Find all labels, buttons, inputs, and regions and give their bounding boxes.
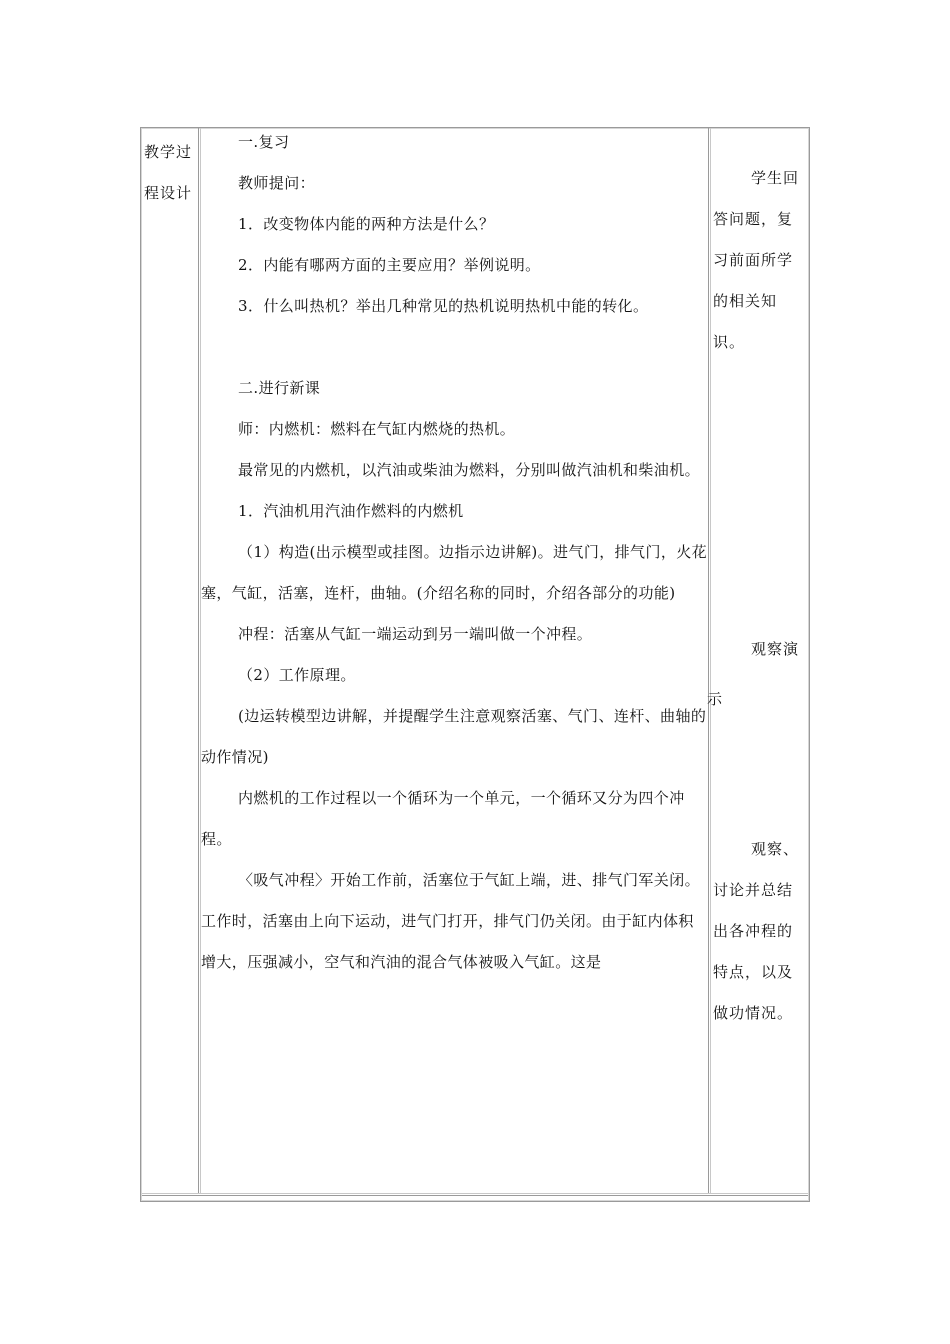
- subheading-working-principle: （2）工作原理。: [238, 666, 356, 684]
- student-note-review: 学生回答问题，复习前面所学的相关知识。: [713, 169, 800, 351]
- teacher-question-intro: 教师提问：: [238, 174, 316, 192]
- heading-review: 一.复习: [238, 133, 290, 151]
- student-activity-discuss: [713, 829, 807, 1034]
- student-note-observe-demo: 观察演: [751, 640, 800, 658]
- student-note-discuss: 观察、讨论并总结出各冲程的特点，以及做功情况。: [713, 840, 800, 1022]
- student-activity-observe-demo: [713, 629, 807, 670]
- paragraph-structure: （1）构造(出示模型或挂图。边指示边讲解)。进气门，排气门，火花塞，气缸，活塞，连杆，曲轴。(介绍名称的同时，介绍各部分的功能): [201, 543, 708, 602]
- subheading-gasoline-engine: 1．汽油机用汽油作燃料的内燃机: [238, 502, 464, 520]
- student-activity-review: [713, 158, 807, 363]
- definition-stroke: 冲程：活塞从气缸一端运动到另一端叫做一个冲程。: [238, 625, 593, 643]
- question-3: 3．什么叫热机？举出几种常见的热机说明热机中能的转化。: [238, 297, 649, 315]
- question-2: 2．内能有哪两方面的主要应用？举例说明。: [238, 256, 541, 274]
- teaching-content-column: [201, 122, 709, 983]
- blank-line: [201, 327, 709, 368]
- student-note-observe-demo-overflow: 示: [707, 690, 723, 708]
- question-1: 1．改变物体内能的两种方法是什么？: [238, 215, 495, 233]
- paragraph-common-engines: 最常见的内燃机，以汽油或柴油为燃料，分别叫做汽油机和柴油机。: [238, 461, 701, 479]
- paragraph-working-cycle: 内燃机的工作过程以一个循环为一个单元，一个循环又分为四个冲程。: [201, 789, 685, 848]
- paragraph-intake-stroke: 〈吸气冲程〉开始工作前，活塞位于气缸上端，进、排气门军关闭。工作时，活塞由上向下运动，进气门打开，排气门仍关闭。由于缸内体积增大，压强减小，空气和汽油的混合气体被吸入气缸。这是: [201, 871, 701, 971]
- definition-internal-combustion-engine: 师：内燃机：燃料在气缸内燃烧的热机。: [238, 420, 516, 438]
- heading-new-lesson: 二.进行新课: [238, 379, 321, 397]
- section-label-teaching-process-design: 教学过程设计: [144, 143, 193, 202]
- paragraph-model-demo: (边运转模型边讲解，并提醒学生注意观察活塞、气门、连杆、曲轴的动作情况): [201, 707, 707, 766]
- table-bottom-rule: [142, 1193, 808, 1196]
